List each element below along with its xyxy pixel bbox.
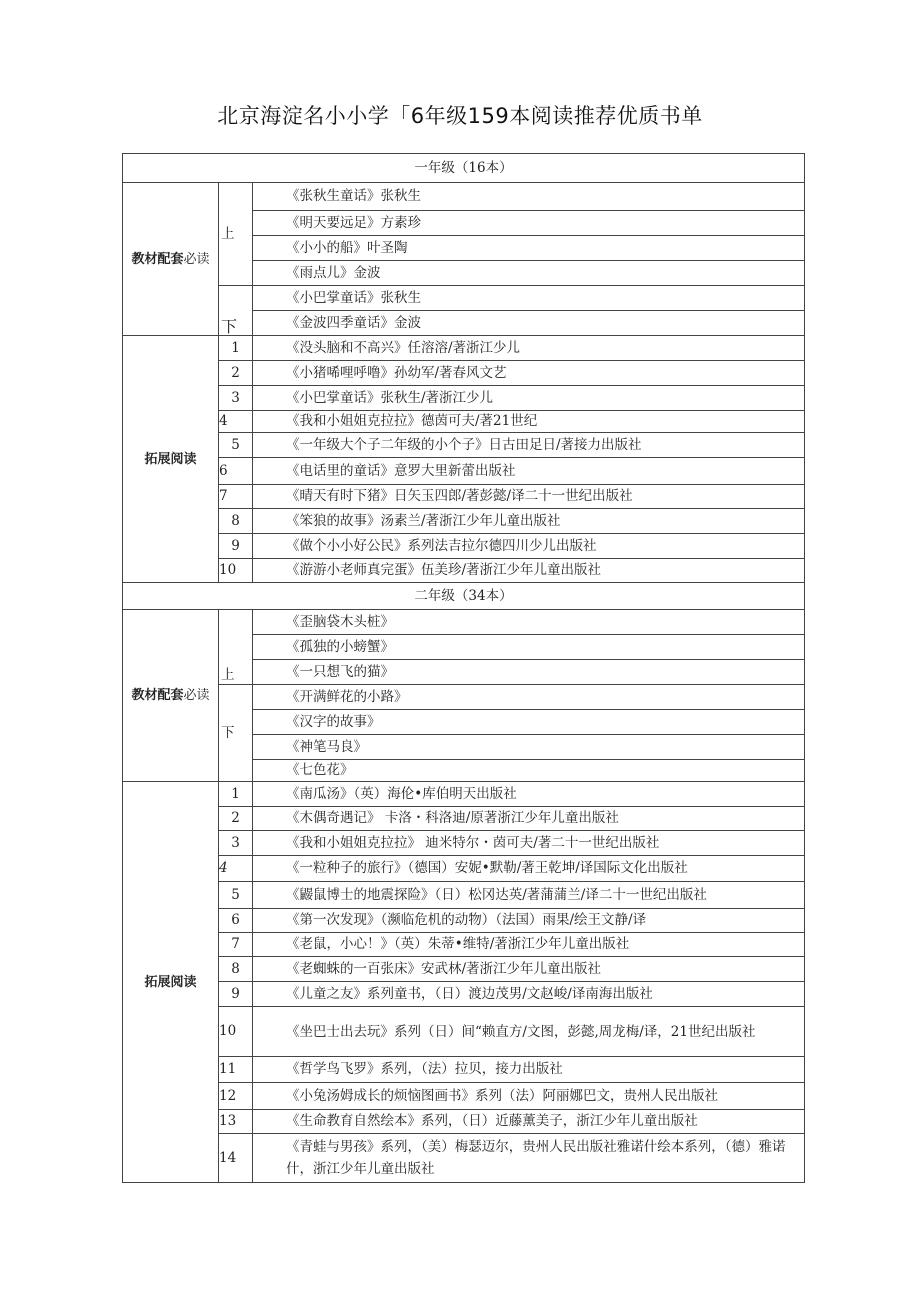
book-item: 《雨点儿》金波 [253,261,805,286]
item-number: 2 [219,361,253,386]
item-number: 1 [219,336,253,361]
book-item: 《小兔汤姆成长的烦恼图画书》系列（法）阿丽娜巴文，贵州人民出版社 [253,1083,805,1110]
book-item: 《哲学鸟飞罗》系列，（法）拉贝，接力出版社 [253,1057,805,1083]
book-item: 《电话里的童话》意罗大里新蕾出版社 [253,458,805,485]
item-number: 10 [219,1007,253,1057]
book-item: 《张秋生童话》张秋生 [253,183,805,211]
book-item: 《金波四季童话》金波 [253,311,805,336]
book-item: 《孤独的小螃蟹》 [253,635,805,660]
book-item: 《汉字的故事》 [253,710,805,735]
book-item: 《生命教育自然绘本》系列，（日）近藤薰美子，浙江少年儿童出版社 [253,1110,805,1134]
category-required: 教材配套必读 [123,610,219,782]
item-number: 7 [219,485,253,509]
book-item: 《小巴掌童话》张秋生 [253,286,805,311]
item-number: 9 [219,534,253,559]
book-item: 《没头脑和不高兴》任溶溶/著浙江少儿 [253,336,805,361]
item-number: 4 [219,411,253,433]
book-item: 《一只想飞的猫》 [253,660,805,685]
book-item: 《开满鲜花的小路》 [253,685,805,710]
book-item: 《第一次发现》（濒临危机的动物）（法国）雨果/绘王文静/译 [253,909,805,933]
term-label: 下 [219,685,253,782]
book-item: 《青蛙与男孩》系列，（美）梅瑟迈尔，贵州人民出版社雅诺什绘本系列，（德）雅诺什，浙江少年儿童出版社 [253,1134,805,1183]
term-label: 上 [219,183,253,286]
book-item: 《南瓜汤》（英）海伦•库伯明天出版社 [253,782,805,807]
book-item: 《游游小老师真完蛋》伍美珍/著浙江少年儿童出版社 [253,559,805,583]
book-item: 《儿童之友》系列童书，（日）渡边茂男/文赵峻/译南海出版社 [253,982,805,1007]
item-number: 2 [219,807,253,831]
item-number: 3 [219,831,253,856]
book-item: 《我和小姐姐克拉拉》德茵可夫/著21世纪 [253,411,805,433]
item-number: 6 [219,909,253,933]
book-item: 《七色花》 [253,760,805,782]
item-number: 13 [219,1110,253,1134]
item-number: 5 [219,433,253,458]
item-number: 5 [219,882,253,909]
book-item: 《神笔马良》 [253,735,805,760]
book-item: 《歪脑袋木头桩》 [253,610,805,635]
page-title: 北京海淀名小小学「6年级159本阅读推荐优质书单 [217,104,703,128]
item-number: 9 [219,982,253,1007]
book-item: 《一粒种子的旅行》（德国）安妮•默勒/著王乾坤/译国际文化出版社 [253,856,805,882]
item-number: 11 [219,1057,253,1083]
category-extended: 拓展阅读 [123,336,219,583]
book-item: 《小猪唏哩呼噜》孙幼军/著春风文艺 [253,361,805,386]
book-item: 《木偶奇遇记》 卡洛・科洛迪/原著浙江少年儿童出版社 [253,807,805,831]
book-item: 《晴天有时下猪》日矢玉四郎/著彭懿/译二十一世纪出版社 [253,485,805,509]
book-item: 《小小的船》叶圣陶 [253,236,805,261]
book-item: 《坐巴士出去玩》系列（日）间“赖直方/文图，彭懿,周龙梅/译，21世纪出版社 [253,1007,805,1057]
item-number: 8 [219,957,253,982]
category-extended: 拓展阅读 [123,782,219,1183]
grade-header: 一年级（16本） [123,154,805,183]
term-label: 上 [219,610,253,685]
item-number: 10 [219,559,253,583]
item-number: 14 [219,1134,253,1183]
grade-header: 二年级（34本） [123,583,805,610]
item-number: 8 [219,509,253,534]
book-item: 《明天要远足》方素珍 [253,211,805,236]
item-number: 4 [219,856,253,882]
item-number: 12 [219,1083,253,1110]
book-item: 《我和小姐姐克拉拉》 迪米特尔・茵可夫/著二十一世纪出版社 [253,831,805,856]
book-item: 《一年级大个子二年级的小个子》日古田足日/著接力出版社 [253,433,805,458]
item-number: 1 [219,782,253,807]
book-item: 《笨狼的故事》汤素兰/著浙江少年儿童出版社 [253,509,805,534]
book-item: 《做个小小好公民》系列法吉拉尔德四川少儿出版社 [253,534,805,559]
item-number: 6 [219,458,253,485]
book-item: 《鼹鼠博士的地震探险》（日）松冈达英/著蒲蒲兰/译二十一世纪出版社 [253,882,805,909]
item-number: 3 [219,386,253,411]
item-number: 7 [219,933,253,957]
book-list-table [122,153,805,1183]
book-item: 《老鼠，小心！》（英）朱蒂•维特/著浙江少年儿童出版社 [253,933,805,957]
book-item: 《小巴掌童话》张秋生/著浙江少儿 [253,386,805,411]
category-required: 教材配套必读 [123,183,219,336]
book-item: 《老蜘蛛的一百张床》安武林/著浙江少年儿童出版社 [253,957,805,982]
term-label: 下 [219,286,253,336]
